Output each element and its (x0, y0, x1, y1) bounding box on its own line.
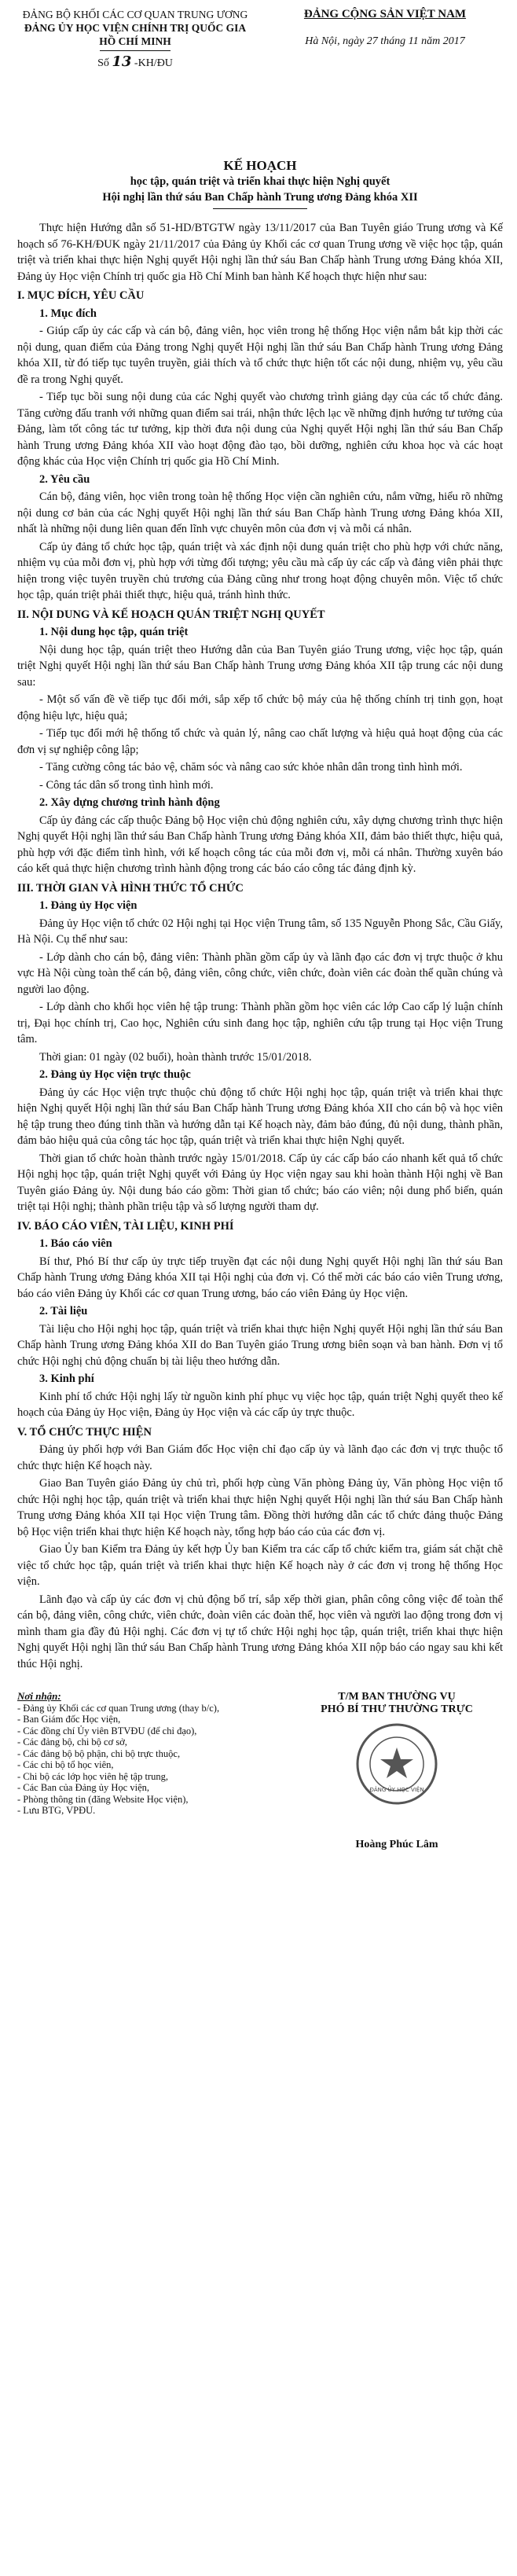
party-header (267, 8, 503, 48)
intro-paragraph: Thực hiện Hướng dẫn số 51-HD/BTGTW ngày 13/11/2017 của Ban Tuyên giáo Trung ương và Kế hoạch số 76-KH/ĐUK ngày 21/11/2017 của Đảng ủy Khối các cơ quan Trung ương về việc học tập, quán triệt và triển khai thực hiện Nghị quyết Hội nghị lần thứ sáu Ban Chấp hành Trung ương Đảng khóa XII, Đảng ủy Học viện Chính trị quốc gia Hồ Chí Minh ban hành Kế hoạch thực hiện như sau: (17, 222, 503, 283)
paragraph: - Tiếp tục bồi sung nội dung của các Nghị quyết vào chương trình giảng dạy của các tổ chức đảng. Tăng cường đấu tranh với những quan điểm sai trái, nhận thức lệch lạc về những định hướng tư tưởng của Đảng, làm tốt công tác tư tưởng, kịp thời đưa nội dung của Nghị quyết Hội nghị lần thứ sáu Ban Chấp hành Trung ương Đảng khóa XII vào hoạt động đào tạo, bồi dưỡng, nghiên cứu khoa học và các hoạt động khác của Học viện Chính trị quốc gia Hồ Chí Minh. (17, 391, 503, 468)
signer-name: Hoàng Phúc Lâm (355, 1839, 438, 1850)
section-heading: II. NỘI DUNG VÀ KẾ HOẠCH QUÁN TRIỆT NGHỊ QUYẾT (17, 608, 325, 621)
paragraph: Cấp ủy đảng tổ chức học tập, quán triệt và xác định nội dung quán triệt cho phù hợp với chức năng, nhiệm vụ của mỗi đơn vị, phù hợp với từng đối tượng; yêu cầu mà cấp ủy các cấp và đảng viên phải thực hiện trong việc tuyên truyền chủ trương của Đảng cũng như trong hoạt động chuyên môn. Việc tổ chức học tập, quán triệt phải thiết thực, hiệu quả, tránh hình thức. (17, 540, 503, 601)
subsection-heading: 1. Báo cáo viên (39, 1237, 112, 1250)
subsection-heading: 1. Đảng ủy Học viện (39, 899, 138, 912)
subsection-heading: 1. Nội dung học tập, quán triệt (39, 626, 189, 638)
paragraph: Giao Ủy ban Kiểm tra Đảng ủy kết hợp Ủy ban Kiểm tra các cấp tổ chức kiểm tra, giám sát chặt chẽ việc tổ chức học tập, quán triệt và triển khai thực hiện Kế hoạch này ở các đơn vị trong hệ thống Học viện. (17, 1543, 503, 1588)
section-heading: IV. BÁO CÁO VIÊN, TÀI LIỆU, KINH PHÍ (17, 1219, 234, 1233)
recipient-item: - Các đảng bộ bộ phận, chi bộ trực thuộc, (17, 1747, 181, 1759)
paragraph: Thời gian tổ chức hoàn thành trước ngày 15/01/2018. Cấp ủy các cấp báo cáo nhanh kết quả tổ chức Hội nghị học tập, quán triệt Nghị quyết với Đảng ủy Học viện ngay sau khi hoàn thành Hội nghị về Ban Tuyên giáo Đảng ủy. Nội dung báo cáo gồm: Thời gian tổ chức; báo cáo viên; nội dung phổ biến, quán triệt tại Hội nghị; thành phần triệu tập và số lượng người tham dự. (17, 1152, 503, 1213)
document-body (17, 220, 503, 1672)
paragraph: Nội dung học tập, quán triệt theo Hướng dẫn của Ban Tuyên giáo Trung ương, việc học tập, quán triệt Nghị quyết Hội nghị lần thứ sáu Ban Chấp hành Trung ương Đảng khóa XII tập trung các nội dung sau: (17, 643, 503, 689)
document-footer (17, 1691, 503, 2005)
recipients-label: Nơi nhận: (17, 1690, 61, 1702)
section-heading: I. MỤC ĐÍCH, YÊU CẦU (17, 289, 145, 302)
paragraph: Thời gian: 01 ngày (02 buổi), hoàn thành trước 15/01/2018. (39, 1050, 312, 1064)
paragraph: - Lớp dành cho cán bộ, đảng viên: Thành phần gồm cấp ủy và lãnh đạo các đơn vị trực thuộc ở khu vực Hà Nội cùng toàn thể cán bộ, đảng viên, công chức, viên chức, đoàn viên các đoàn thể quần chúng và người lao động. (17, 950, 503, 996)
subsection-heading: 2. Yêu cầu (39, 472, 90, 486)
recipient-item: - Lưu BTG, VPĐU. (17, 1805, 96, 1816)
signature-title-1: T/M BAN THƯỜNG VỤ (338, 1691, 456, 1703)
document-title (17, 158, 503, 209)
paragraph: - Tăng cường công tác bảo vệ, chăm sóc và nâng cao sức khỏe nhân dân trong tình hình mới. (39, 761, 463, 774)
paragraph: Đảng ủy phối hợp với Ban Giám đốc Học viện chỉ đạo cấp ủy và lãnh đạo các đơn vị trực thuộc tổ chức thực hiện Kế hoạch này. (17, 1443, 503, 1472)
title-line-2: Hội nghị lần thứ sáu Ban Chấp hành Trung ương Đảng khóa XII (102, 191, 418, 204)
paragraph: - Tiếp tục đổi mới hệ thống tổ chức và quản lý, nâng cao chất lượng và hiệu quả hoạt động của các đơn vị sự nghiệp công lập; (17, 727, 503, 756)
org-line-3: HỒ CHÍ MINH (99, 35, 171, 47)
recipient-item: - Các đồng chí Ủy viên BTVĐU (để chỉ đạo), (17, 1725, 197, 1736)
paragraph: - Giúp cấp ủy các cấp và cán bộ, đảng viên, học viên trong hệ thống Học viện nắm bắt kịp thời các nội dung, quan điểm của Đảng trong Nghị quyết Hội nghị lần thứ sáu Ban Chấp hành Trung ương Đảng khóa XII, từ đó tiếp tục tuyên truyền, giải thích và tổ chức thực hiện tốt các nội dung, nhiệm vụ, yêu cầu đề ra trong Nghị quyết. (17, 325, 503, 386)
recipient-item: - Các chi bộ tổ học viên, (17, 1759, 114, 1770)
subsection-heading: 2. Tài liệu (39, 1305, 88, 1317)
section-heading: III. THỜI GIAN VÀ HÌNH THỨC TỔ CHỨC (17, 881, 244, 895)
subsection-heading: 2. Đảng ủy Học viện trực thuộc (39, 1068, 191, 1081)
paragraph: Cán bộ, đảng viên, học viên trong toàn hệ thống Học viện cần nghiên cứu, nắm vững, hiểu rõ những nội dung cơ bản của các Nghị quyết Hội nghị lần thứ sáu Ban Chấp hành Trung ương Đảng khóa XII, nhất là những nội dung liên quan đến lĩnh vực chuyên môn của đơn vị và mỗi cá nhân. (17, 491, 503, 535)
recipient-item: - Phòng thông tin (đăng Website Học viện), (17, 1793, 189, 1805)
paragraph: Cấp ủy đảng các cấp thuộc Đảng bộ Học viện chủ động nghiên cứu, xây dựng chương trình thực hiện Nghị quyết Hội nghị lần thứ sáu Ban Chấp hành Trung ương Đảng khóa XII, đảm bảo thiết thực, hiệu quả, phù hợp với đặc điểm tình hình, với kế hoạch công tác của mỗi đơn vị, mỗi cá nhân. Thường xuyên báo cáo kết quả thực hiện chương trình hành động trong các báo cáo công tác đảng định kỳ. (17, 814, 504, 875)
recipients-list (17, 1691, 300, 1817)
org-line-1: ĐẢNG BỘ KHỐI CÁC CƠ QUAN TRUNG ƯƠNG (22, 9, 248, 20)
paragraph: - Lớp dành cho khối học viên hệ tập trung: Thành phần gồm học viên các lớp Cao cấp lý luận chính trị, Đại học chính trị, Cao học, Nghiên cứu sinh đang học tập, nghiên cứu tập trung tại Học viện Trung tâm. (17, 1001, 503, 1045)
signature-block (291, 1691, 503, 1851)
paragraph: Tài liệu cho Hội nghị học tập, quán triệt và triển khai thực hiện Nghị quyết Hội nghị lần thứ sáu Ban Chấp hành Trung ương Đảng khóa XII do Ban Tuyên giáo Trung ương biên soạn và ban hành. Đơn vị tổ chức Hội nghị chủ động chuẩn bị tài liệu theo hướng dẫn. (17, 1322, 503, 1368)
org-line-2: ĐẢNG ỦY HỌC VIỆN CHÍNH TRỊ QUỐC GIA (24, 22, 247, 34)
issue-date: Hà Nội, ngày 27 tháng 11 năm 2017 (305, 35, 465, 47)
section-heading: V. TỔ CHỨC THỰC HIỆN (17, 1425, 152, 1439)
paragraph: - Một số vấn đề về tiếp tục đổi mới, sắp xếp tổ chức bộ máy của hệ thống chính trị tinh gọn, hoạt động hiệu lực, hiệu quả; (17, 693, 503, 722)
paragraph: Đảng ủy các Học viện trực thuộc chủ động tổ chức Hội nghị học tập, quán triệt và triển khai thực hiện Nghị quyết Hội nghị lần thứ sáu Ban Chấp hành Trung ương Đảng khóa XII cho cán bộ và học viên hệ tập trung theo đúng tinh thần và hướng dẫn tại Kế hoạch này, đảm bảo đúng, đủ nội dung, thành phần, đảm bảo hiệu quả của công tác học tập, quán triệt và triển khai thực hiện Nghị quyết. (17, 1086, 503, 1147)
svg-text:ĐẢNG ỦY HỌC VIỆN: ĐẢNG ỦY HỌC VIỆN (369, 1787, 424, 1793)
divider (100, 50, 170, 51)
paragraph: Kinh phí tổ chức Hội nghị lấy từ nguồn kinh phí phục vụ việc học tập, quán triệt Nghị quyết theo kế hoạch của Đảng ủy Học viện, Đảng ủy Học viện và các cấp ủy trực thuộc. (17, 1390, 503, 1419)
recipient-item: - Chi bộ các lớp học viên hệ tập trung, (17, 1770, 168, 1782)
document-number: Số 13 -KH/ĐU (97, 53, 173, 70)
official-seal-icon (354, 1721, 440, 1807)
signature-title-2: PHÓ BÍ THƯ THƯỜNG TRỰC (321, 1703, 473, 1715)
paragraph: - Công tác dân số trong tình hình mới. (39, 778, 214, 792)
subsection-heading: 3. Kinh phí (39, 1373, 94, 1385)
recipient-item: - Đảng ủy Khối các cơ quan Trung ương (thay b/c), (17, 1702, 220, 1714)
subsection-heading: 1. Mục đích (39, 307, 97, 320)
recipient-item: - Các Ban của Đảng ủy Học viện, (17, 1782, 149, 1793)
issuing-organization (17, 8, 253, 70)
document-page (17, 8, 503, 2005)
recipient-item: - Ban Giám đốc Học viện, (17, 1714, 121, 1725)
paragraph: Lãnh đạo và cấp ủy các đơn vị chủ động bố trí, sắp xếp thời gian, phân công công việc để toàn thể cán bộ, đảng viên, công chức, viên chức, đoàn viên các đoàn thể, học viên và người lao động trong đơn vị mình tham gia đầy đủ Hội nghị. Các đơn vị tự tổ chức Hội nghị học tập, quán triệt, triển khai thực hiện Nghị quyết Hội nghị lần thứ sáu Ban Chấp hành Trung ương Đảng khóa XII nộp báo cáo ngay sau khi kết thúc Hội nghị. (17, 1593, 503, 1670)
document-header (17, 8, 503, 153)
title-line-1: học tập, quán triệt và triển khai thực hiện Nghị quyết (130, 175, 390, 188)
divider (213, 208, 307, 209)
document-kind: KẾ HOẠCH (223, 158, 297, 173)
subsection-heading: 2. Xây dựng chương trình hành động (39, 796, 220, 809)
recipient-item: - Các đảng bộ, chi bộ cơ sở, (17, 1736, 127, 1747)
paragraph: Giao Ban Tuyên giáo Đảng ủy chủ trì, phối hợp cùng Văn phòng Đảng ủy, Văn phòng Học viện tổ chức Hội nghị học tập, quán triệt và triển khai thực hiện Nghị quyết Hội nghị lần thứ sáu Ban Chấp hành Trung ương Đảng khóa XII tại Học viện Trung tâm. Đồng thời hướng dẫn các tổ chức đảng thuộc Đảng bộ Học viện triển khai thực hiện Kế hoạch này, tổng hợp báo cáo của các đơn vị. (17, 1477, 503, 1538)
paragraph: Đảng ủy Học viện tổ chức 02 Hội nghị tại Học viện Trung tâm, số 135 Nguyễn Phong Sắc, Cầu Giấy, Hà Nội. Cụ thể như sau: (17, 917, 503, 946)
paragraph: Bí thư, Phó Bí thư cấp ủy trực tiếp truyền đạt các nội dung Nghị quyết Hội nghị lần thứ sáu Ban Chấp hành Trung ương Đảng khóa XII tại Hội nghị của đơn vị. Có thể mời các báo cáo viên Trung ương, báo cáo viên Đảng ủy Khối các cơ quan Trung ương, báo cáo viên Đảng ủy Học viện. (17, 1255, 503, 1300)
party-name: ĐẢNG CỘNG SẢN VIỆT NAM (303, 8, 467, 20)
